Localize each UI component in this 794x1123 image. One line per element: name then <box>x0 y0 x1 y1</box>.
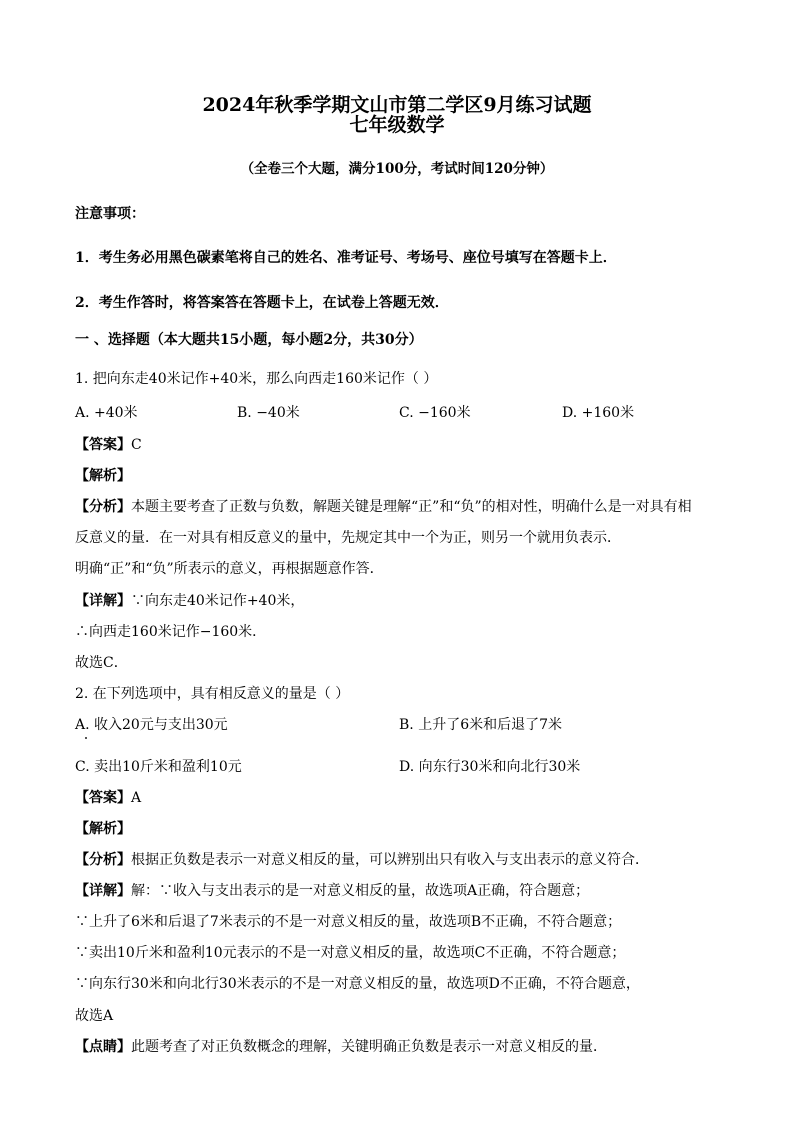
q1-option-c: C. −160米 <box>399 405 471 421</box>
q2-detail-line-4: ∵向东行30米和向北行30米表示的不是一对意义相反的量，故选项D不正确，不符合题意， <box>75 976 640 992</box>
q2-conclusion: 故选A <box>75 1008 114 1024</box>
q2-option-d: D. 向东行30米和向北行30米 <box>399 759 581 775</box>
notice-item-2: 2．考生作答时，将答案答在答题卡上，在试卷上答题无效． <box>75 295 449 311</box>
exam-note: （全卷三个大题，满分100分，考试时间120分钟） <box>240 161 554 177</box>
q2-detail-line-1 <box>75 882 589 900</box>
q2-fenxi-tag: 【分析】 <box>75 852 131 868</box>
q1-answer: C <box>131 437 142 453</box>
q1-detail-tag: 【详解】 <box>75 593 131 609</box>
q1-fenxi-line-1 <box>75 498 692 516</box>
q1-fenxi-line-3: 明确“正”和“负”所表示的意义，再根据题意作答． <box>75 561 384 577</box>
q2-detail-line-2: ∵上升了6米和后退了7米表示的不是一对意义相反的量，故选项B不正确，不符合题意； <box>75 914 622 930</box>
q2-detail-tag: 【详解】 <box>75 883 131 899</box>
q1-stem: 1. 把向东走40米记作+40米，那么向西走160米记作（ ） <box>75 371 438 387</box>
q1-option-d: D. +160米 <box>562 405 635 421</box>
exam-subtitle: 七年级数学 <box>349 114 445 136</box>
q1-option-b: B. −40米 <box>237 405 300 421</box>
section-heading: 一 、选择题（本大题共15小题，每小题2分，共30分） <box>75 332 423 348</box>
q2-comment-line <box>75 1038 607 1056</box>
q2-analysis-line <box>75 820 131 838</box>
q1-answer-line <box>75 436 142 454</box>
q2-stray-dot <box>85 737 87 739</box>
q1-analysis-line <box>75 467 131 485</box>
q1-fenxi-tag: 【分析】 <box>75 499 131 515</box>
q1-detail-line-2: ∴向西走160米记作−160米． <box>75 624 267 640</box>
q2-option-b: B. 上升了6米和后退了7米 <box>399 717 563 733</box>
q2-stem: 2. 在下列选项中，具有相反意义的量是（ ） <box>75 686 350 702</box>
q2-answer: A <box>131 790 142 806</box>
q2-fenxi-line-1 <box>75 851 649 869</box>
q2-option-c: C. 卖出10斤米和盈利10元 <box>75 759 242 775</box>
q1-detail-text-1: ∵向东走40米记作+40米， <box>131 593 305 609</box>
q1-answer-tag: 【答案】 <box>75 437 131 453</box>
q1-fenxi-line-2: 反意义的量．在一对具有相反意义的量中，先规定其中一个为正，则另一个就用负表示． <box>75 530 621 546</box>
notice-heading: 注意事项： <box>75 206 145 222</box>
q2-fenxi-text-1: 根据正负数是表示一对意义相反的量，可以辨别出只有收入与支出表示的意义符合． <box>131 852 649 868</box>
q1-fenxi-text-1: 本题主要考查了正数与负数，解题关键是理解“正”和“负”的相对性，明确什么是一对具有相 <box>131 499 692 515</box>
q2-detail-line-3: ∵卖出10斤米和盈利10元表示的不是一对意义相反的量，故选项C不正确，不符合题意； <box>75 945 626 961</box>
q2-option-a: A. 收入20元与支出30元 <box>75 717 228 733</box>
q1-conclusion: 故选C． <box>75 655 128 671</box>
q2-comment-tag: 【点睛】 <box>75 1039 131 1055</box>
q2-answer-line <box>75 789 141 807</box>
q2-analysis-tag: 【解析】 <box>75 821 131 837</box>
q1-detail-line-1 <box>75 592 304 610</box>
q1-option-a: A. +40米 <box>75 405 138 421</box>
q2-answer-tag: 【答案】 <box>75 790 131 806</box>
notice-item-1: 1．考生务必用黑色碳素笔将自己的姓名、准考证号、考场号、座位号填写在答题卡上． <box>75 250 617 266</box>
q1-analysis-tag: 【解析】 <box>75 468 131 484</box>
q2-comment: 此题考查了对正负数概念的理解，关键明确正负数是表示一对意义相反的量． <box>131 1039 607 1055</box>
q2-detail-text-1: 解：∵收入与支出表示的是一对意义相反的量，故选项A正确，符合题意； <box>131 883 590 899</box>
exam-title: 2024年秋季学期文山市第二学区9月练习试题 <box>202 94 592 116</box>
